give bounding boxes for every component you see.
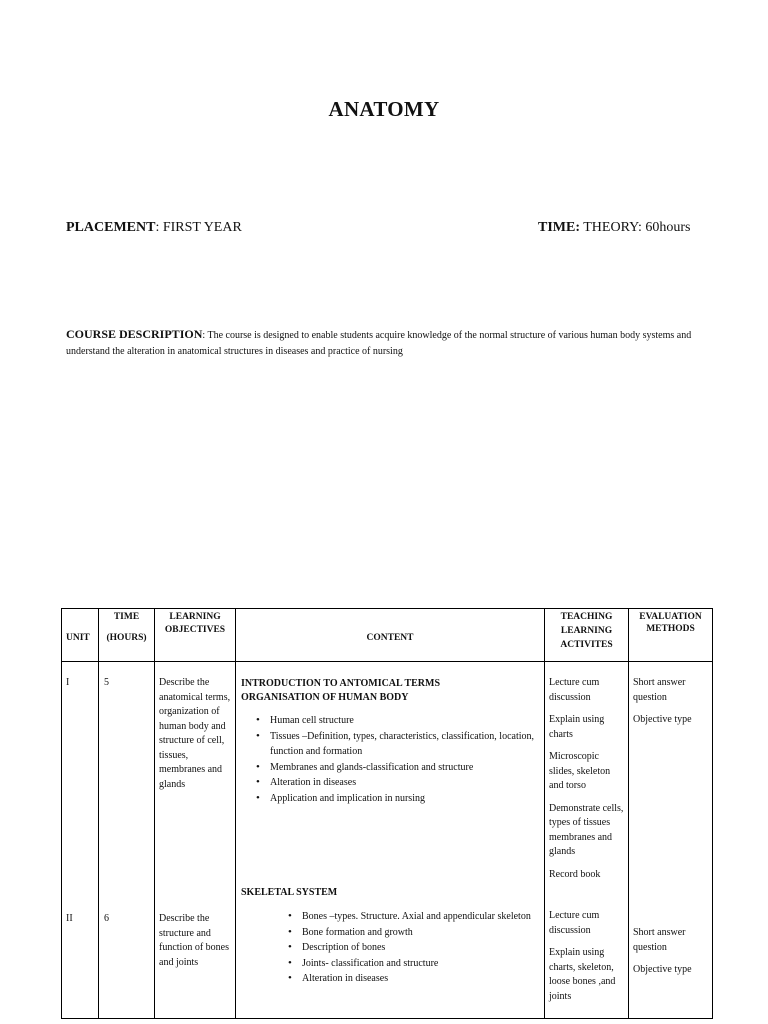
- unit-2-heading: SKELETAL SYSTEM: [241, 887, 338, 898]
- unit-2-objectives: Describe the structure and function of bones and joints: [159, 913, 229, 968]
- list-item: Short answer question: [633, 677, 686, 703]
- header-teaching-1: TEACHING: [560, 612, 613, 622]
- list-item: Lecture cum discussion: [549, 910, 600, 936]
- unit-2-number: II: [66, 913, 73, 924]
- course-description-text: : The course is designed to enable students acquire knowledge of the normal structure of various human body systems and understand the alteration in anatomical structures in diseases and practice of nursing: [66, 330, 692, 357]
- header-eval-2: METHODS: [646, 624, 695, 634]
- syllabus-table: [61, 608, 713, 1019]
- list-item: Objective type: [633, 714, 692, 725]
- unit-1-objectives: Describe the anatomical terms, organization of human body and structure of cell, tissues, membranes and glands: [159, 677, 231, 790]
- objectives-cell: [155, 662, 236, 1019]
- unit-1-hours: 5: [104, 677, 109, 688]
- list-item: • Joints- classification and structure: [286, 956, 536, 972]
- list-item: Demonstrate cells, types of tissues membranes and glands: [549, 802, 624, 857]
- header-teaching-3: ACTIVITES: [560, 640, 613, 650]
- unit-1-number: I: [66, 677, 70, 688]
- list-item: • Description of bones: [286, 940, 536, 956]
- list-item: Microscopic slides, skeleton and torso: [549, 751, 611, 791]
- placement-value: : FIRST YEAR: [155, 220, 242, 235]
- unit-1-evaluation: [633, 676, 709, 736]
- time-label: TIME:: [538, 220, 580, 235]
- list-item: • Membranes and glands-classification and structure: [254, 760, 540, 776]
- header-objectives: [155, 609, 236, 662]
- unit-2-content-list: [286, 909, 536, 987]
- list-item: • Human cell structure: [254, 713, 540, 729]
- header-objectives-top: LEARNING: [169, 612, 221, 622]
- table-header-row: [62, 609, 713, 662]
- unit-cell: [62, 662, 99, 1019]
- placement-label: PLACEMENT: [66, 220, 156, 235]
- list-item: Lecture cum discussion: [549, 677, 600, 703]
- time-value: THEORY: 60hours: [580, 220, 691, 235]
- header-unit: [62, 609, 99, 662]
- header-evaluation: [629, 609, 713, 662]
- time-cell: [99, 662, 155, 1019]
- header-content: [236, 609, 545, 662]
- header-eval-1: EVALUATION: [639, 612, 702, 622]
- unit-1-heading-1: INTRODUCTION TO ANTOMICAL TERMS: [241, 678, 441, 689]
- list-item: • Alteration in diseases: [254, 775, 540, 791]
- unit-1-activities: [549, 676, 625, 890]
- header-teaching-2: LEARNING: [560, 626, 613, 636]
- list-item: • Tissues –Definition, types, characteristics, classification, location, function and formation: [254, 729, 540, 760]
- page-title: ANATOMY: [328, 97, 440, 121]
- unit-2-hours: 6: [104, 913, 109, 924]
- header-time-sub: (HOURS): [106, 633, 147, 643]
- header-time: [99, 609, 155, 662]
- teaching-cell: [545, 662, 629, 1019]
- course-description: [66, 326, 706, 360]
- evaluation-cell: [629, 662, 713, 1019]
- list-item: Short answer question: [633, 927, 686, 953]
- list-item: • Bones –types. Structure. Axial and appendicular skeleton: [286, 909, 536, 925]
- course-description-label: COURSE DESCRIPTION: [66, 327, 203, 341]
- list-item: Explain using charts, skeleton, loose bones ,and joints: [549, 947, 616, 1002]
- unit-2-evaluation: [633, 926, 709, 986]
- list-item: • Bone formation and growth: [286, 925, 536, 941]
- header-unit-label: UNIT: [66, 633, 90, 643]
- time-line: [538, 220, 690, 236]
- unit-1-content-list: [254, 713, 540, 806]
- content-cell: [236, 662, 545, 1019]
- list-item: • Alteration in diseases: [286, 971, 536, 987]
- unit-2-activities: [549, 909, 625, 1012]
- list-item: Objective type: [633, 964, 692, 975]
- list-item: Record book: [549, 868, 601, 880]
- header-teaching: [545, 609, 629, 662]
- placement-line: [66, 220, 242, 236]
- table-row: [62, 662, 713, 1019]
- header-content-label: CONTENT: [366, 633, 414, 643]
- header-time-label: TIME: [113, 612, 140, 622]
- list-item: Explain using charts: [549, 714, 605, 740]
- unit-1-heading-2: ORGANISATION OF HUMAN BODY: [241, 692, 409, 703]
- header-objectives-mid: OBJECTIVES: [164, 625, 226, 635]
- list-item: • Application and implication in nursing: [254, 791, 540, 807]
